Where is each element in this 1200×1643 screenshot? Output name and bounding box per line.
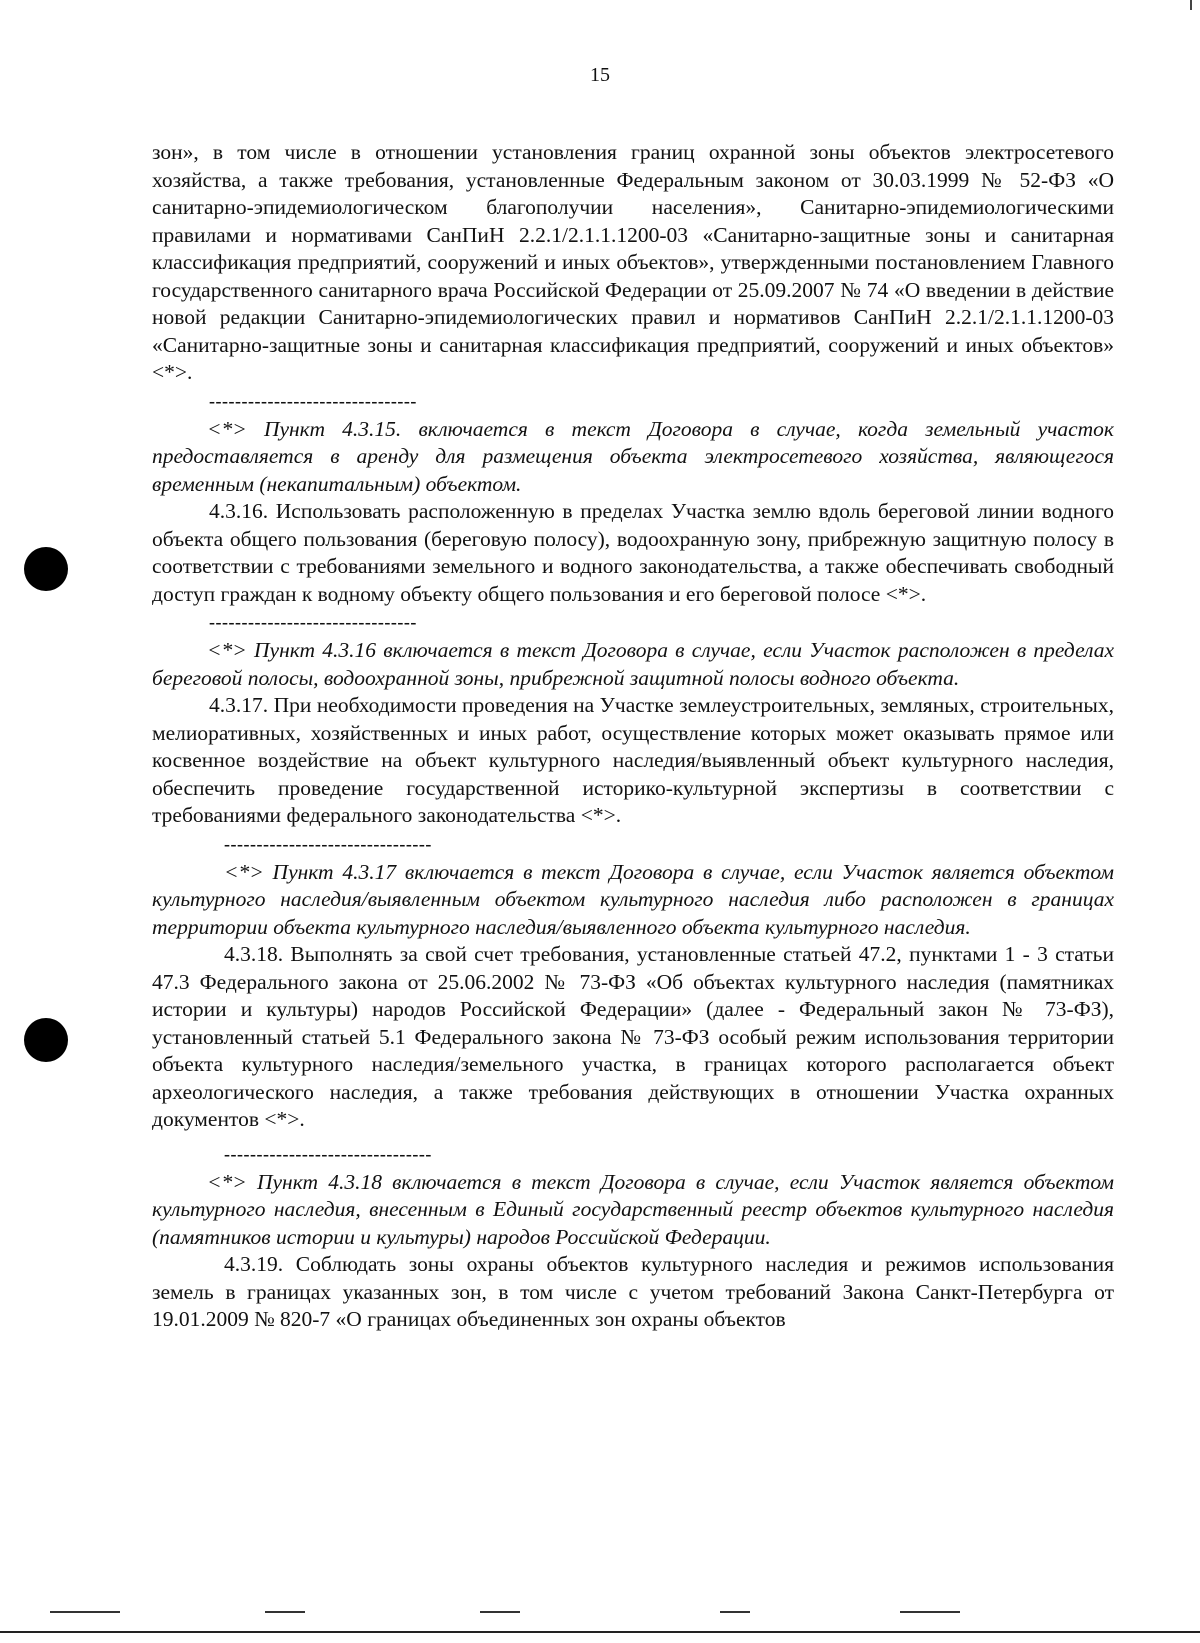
punch-hole-mark xyxy=(24,547,68,591)
footnote-4-3-15: <*> Пункт 4.3.15. включается в текст Договора в случае, когда земельный участок предоставляется в аренду для размещения объекта электросетевого хозяйства, являющегося временным (некапитальным) объектом. xyxy=(152,416,1114,496)
clause-4-3-19: 4.3.19. Соблюдать зоны охраны объектов культурного наследия и режимов использования земель в границах указанных зон, в том числе с учетом требований Закона Санкт-Петербурга от 19.01.2009 № 820-7 «О границах объединенных зон охраны объектов xyxy=(152,1252,1114,1331)
scan-artifacts xyxy=(50,1611,1150,1615)
footnote-separator: -------------------------------- xyxy=(209,612,417,632)
paragraph-continuation: зон», в том числе в отношении установления границ охранной зоны объектов электросетевого хозяйства, а также требования, установленные Федеральным законом от 30.03.1999 № 52-ФЗ «О санитарно-эпидемиологическом благополучии населения», Санитарно-эпидемиологическими правилами и нормативами СанПиН 2.2.1/2.1.1.1200-03 «Санитарно-защитные зоны и санитарная классификация предприятий, сооружений и иных объектов», утвержденными постановлением Главного государственного санитарного врача Российской Федерации от 25.09.2007 № 74 «О введении в действие новой редакции Санитарно-эпидемиологических правил и нормативов СанПиН 2.2.1/2.1.1.1200-03 «Санитарно-защитные зоны и санитарная классификация предприятий, сооружений и иных объектов» <*>. xyxy=(152,140,1114,384)
footnote-separator: -------------------------------- xyxy=(209,390,417,411)
footnote-4-3-18: <*> Пункт 4.3.18 включается в текст Договора в случае, если Участок является объектом культурного наследия, внесенным в Единый государственный реестр объектов культурного наследия (памятников истории и культуры) народов Российской Федерации. xyxy=(152,1169,1114,1249)
scan-corner-mark xyxy=(1190,0,1192,10)
clause-4-3-17: 4.3.17. При необходимости проведения на Участке землеустроительных, земляных, строительных, мелиоративных, хозяйственных и иных работ, осуществление которых может оказывать прямое или косвенное воздействие на объект культурного наследия/выявленный объект культурного наследия, обеспечить проведение государственной историко-культурной экспертизы в соответствии с требованиями федерального законодательства <*>. xyxy=(152,693,1114,827)
footnote-separator: -------------------------------- xyxy=(224,833,432,854)
page-bottom-edge xyxy=(0,1631,1200,1633)
punch-hole-mark xyxy=(24,1018,68,1062)
footnote-separator: -------------------------------- xyxy=(224,1143,432,1164)
clause-4-3-16: 4.3.16. Использовать расположенную в пределах Участка землю вдоль береговой линии водного объекта общего пользования (береговую полосу), водоохранную зону, прибрежную защитную полосу в соответствии с требованиями земельного и водного законодательства, а также обеспечивать свободный доступ граждан к водному объекту общего пользования и его береговой полосе <*>. xyxy=(152,499,1114,606)
clause-4-3-18: 4.3.18. Выполнять за свой счет требования, установленные статьей 47.2, пунктами 1 - 3 статьи 47.3 Федерального закона от 25.06.2002 № 73-ФЗ «Об объектах культурного наследия (памятниках истории и культуры) народов Российской Федерации» (далее - Федеральный закон № 73-ФЗ), установленный статьей 5.1 Федерального закона № 73-ФЗ особый режим использования территории объекта культурного наследия/земельного участка, в границах которого располагается объект археологического наследия, а также требования действующих в отношении Участка охранных документов <*>. xyxy=(152,942,1114,1131)
document-body xyxy=(152,139,1114,1334)
footnote-4-3-17: <*> Пункт 4.3.17 включается в текст Договора в случае, если Участок является объектом культурного наследия/выявленным объектом культурного наследия либо расположен в границах территории объекта культурного наследия/выявленного объекта культурного наследия. xyxy=(152,859,1114,939)
page-number: 15 xyxy=(590,64,610,86)
footnote-4-3-16: <*> Пункт 4.3.16 включается в текст Договора в случае, если Участок расположен в пределах береговой полосы, водоохранной зоны, прибрежной защитной полосы водного объекта. xyxy=(152,638,1114,690)
